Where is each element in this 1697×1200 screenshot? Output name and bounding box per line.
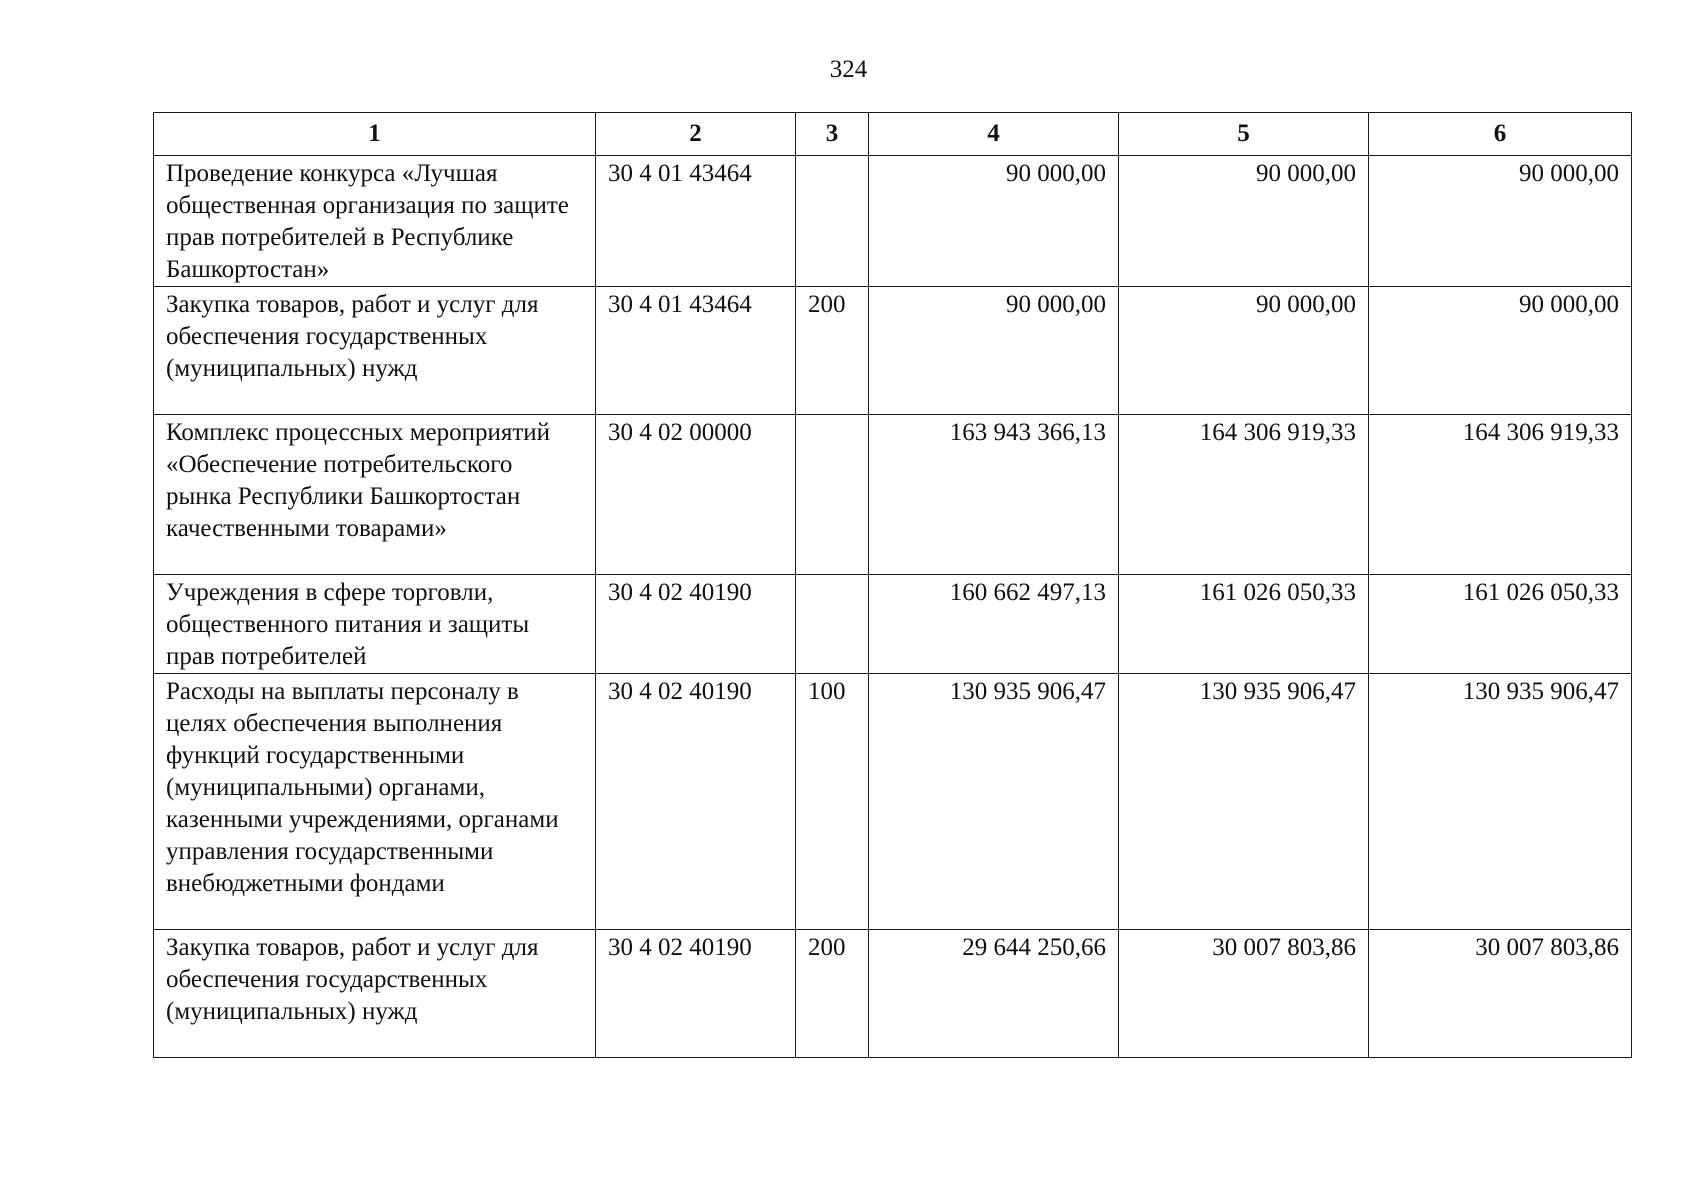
row-code: 30 4 02 40190 <box>596 575 796 674</box>
row-value-6: 164 306 919,33 <box>1369 415 1632 575</box>
row-value-4: 90 000,00 <box>869 287 1119 415</box>
row-code: 30 4 01 43464 <box>596 156 796 287</box>
row-value-6: 130 935 906,47 <box>1369 674 1632 930</box>
row-value-5: 164 306 919,33 <box>1119 415 1369 575</box>
row-code: 30 4 02 40190 <box>596 930 796 1058</box>
row-value-6: 90 000,00 <box>1369 156 1632 287</box>
header-col-2: 2 <box>596 113 796 156</box>
table-row <box>154 156 1632 287</box>
row-kvr <box>796 415 869 575</box>
row-code: 30 4 02 00000 <box>596 415 796 575</box>
row-kvr <box>796 575 869 674</box>
header-col-6: 6 <box>1369 113 1632 156</box>
row-value-5: 90 000,00 <box>1119 156 1369 287</box>
budget-table <box>153 112 1632 1058</box>
row-name: Комплекс процессных мероприятий «Обеспечение потребительского рынка Республики Башкортостан качественными товарами» <box>154 415 596 575</box>
table-row <box>154 575 1632 674</box>
row-name: Учреждения в сфере торговли, общественного питания и защиты прав потребителей <box>154 575 596 674</box>
header-col-1: 1 <box>154 113 596 156</box>
row-value-4: 160 662 497,13 <box>869 575 1119 674</box>
header-col-5: 5 <box>1119 113 1369 156</box>
row-value-5: 90 000,00 <box>1119 287 1369 415</box>
row-value-4: 29 644 250,66 <box>869 930 1119 1058</box>
header-row <box>154 113 1632 156</box>
row-value-4: 130 935 906,47 <box>869 674 1119 930</box>
row-kvr: 200 <box>796 930 869 1058</box>
header-col-3: 3 <box>796 113 869 156</box>
row-kvr: 100 <box>796 674 869 930</box>
row-name: Расходы на выплаты персоналу в целях обеспечения выполнения функций государственными (муниципальными) органами, казенными учреждениями, органами управления государственными внебюджетными фондами <box>154 674 596 930</box>
row-kvr <box>796 156 869 287</box>
row-name: Проведение конкурса «Лучшая общественная организация по защите прав потребителей в Республике Башкортостан» <box>154 156 596 287</box>
row-code: 30 4 01 43464 <box>596 287 796 415</box>
table-row <box>154 415 1632 575</box>
row-value-5: 30 007 803,86 <box>1119 930 1369 1058</box>
row-kvr: 200 <box>796 287 869 415</box>
table-row <box>154 674 1632 930</box>
row-code: 30 4 02 40190 <box>596 674 796 930</box>
row-value-4: 90 000,00 <box>869 156 1119 287</box>
row-value-4: 163 943 366,13 <box>869 415 1119 575</box>
row-value-6: 30 007 803,86 <box>1369 930 1632 1058</box>
table-row <box>154 287 1632 415</box>
row-value-6: 161 026 050,33 <box>1369 575 1632 674</box>
header-col-4: 4 <box>869 113 1119 156</box>
page-number: 324 <box>829 56 868 83</box>
table-row <box>154 930 1632 1058</box>
row-value-5: 161 026 050,33 <box>1119 575 1369 674</box>
row-name: Закупка товаров, работ и услуг для обеспечения государственных (муниципальных) нужд <box>154 930 596 1058</box>
row-value-5: 130 935 906,47 <box>1119 674 1369 930</box>
row-name: Закупка товаров, работ и услуг для обеспечения государственных (муниципальных) нужд <box>154 287 596 415</box>
row-value-6: 90 000,00 <box>1369 287 1632 415</box>
